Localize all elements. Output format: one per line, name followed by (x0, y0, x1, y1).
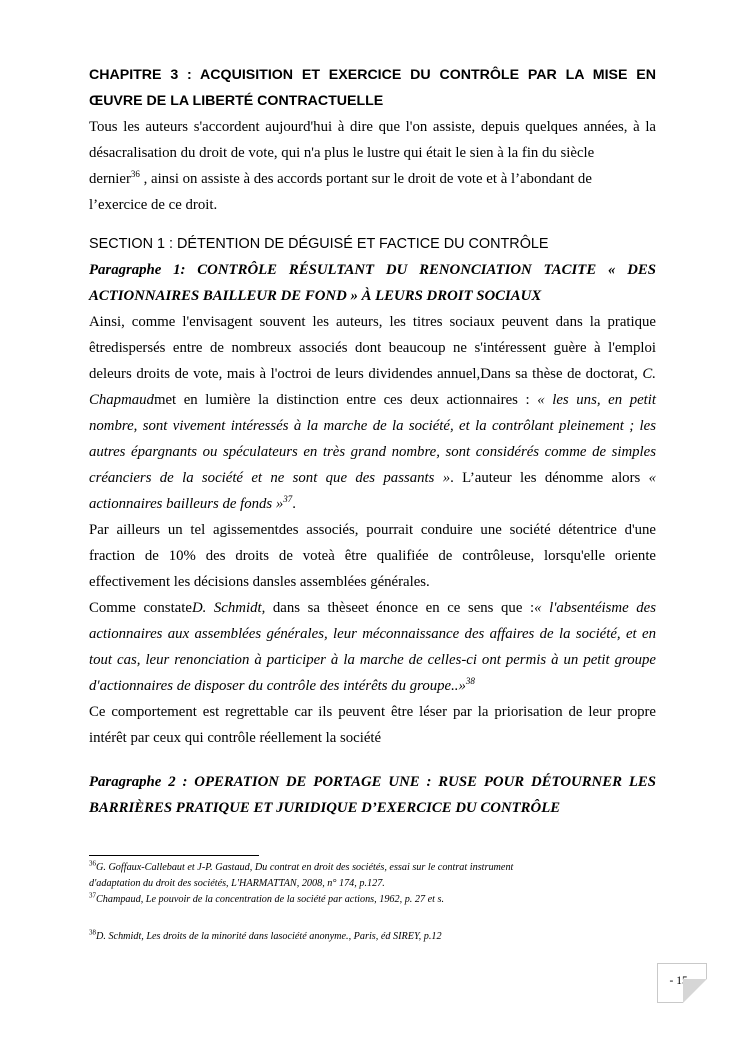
author-name: C. (642, 366, 656, 382)
body-paragraph-3 (89, 595, 656, 699)
page-number: - 15 - (669, 975, 695, 987)
quote-run: autres épargnants ou spéculateurs en très grand nombre, sont considérés comme de simples (89, 444, 656, 460)
text-line: l’exercice de ce droit. (89, 197, 218, 213)
author-name: Chapmaud (89, 392, 154, 408)
text-line: Par ailleurs un tel agissementdes associés, pourrait conduire une société détentrice d'une (89, 522, 656, 538)
text-run: . L’auteur les dénomme alors (450, 470, 649, 486)
text-line (89, 673, 656, 699)
text-line: fraction de 10% des droits de voteà être qualifiée de contrôleuse, lorsqu'elle oriente (89, 548, 656, 564)
text-line (89, 413, 656, 439)
footnote-36 (89, 860, 656, 892)
footnote-text: G. Goffaux-Callebaut et J-P. Gastaud, Du contrat en droit des sociétés, essai sur le contrat instrument (96, 862, 514, 873)
text-line (89, 647, 656, 673)
quote-run: tout cas, leur renonciation à participer à la marche de celles-ci ont permis à un petit groupe (89, 652, 656, 668)
text-line (89, 439, 656, 465)
text-line (89, 387, 656, 413)
text-run: met en lumière la distinction entre ces deux actionnaires : (153, 392, 538, 408)
chapter-heading-line-2: ŒUVRE DE LA LIBERTÉ CONTRACTUELLE (89, 93, 384, 109)
text-run: , ainsi on assiste à des accords portant sur le droit de vote et à l’abondant de (139, 171, 592, 187)
text-run: . (292, 496, 296, 512)
footnote-separator (89, 855, 259, 856)
heading-line: ACTIONNAIRES BAILLEUR DE FOND » À LEURS DROIT SOCIAUX (89, 288, 542, 304)
footnote-number: 37 (89, 891, 96, 900)
text-run: dernier (89, 171, 131, 187)
footnote-ref-37[interactable]: 37 (283, 494, 293, 505)
text-line: êtredispersés entre de nombreux associés dont beaucoup ne s'intéressent guère à l'emploi (89, 340, 656, 356)
body-paragraph-4 (89, 699, 656, 751)
heading-line: Paragraphe 1: CONTRÔLE RÉSULTANT DU RENONCIATION TACITE « DES (89, 262, 656, 278)
quote-run: actionnaires aux assemblées générales, leur méconnaissance des affaires de la société, et en (89, 626, 656, 642)
text-line: désacralisation du droit de vote, qui n'a plus le lustre qui était le sien à la fin du siècle (89, 145, 595, 161)
paragraph-1-heading (89, 257, 656, 309)
page-body (89, 62, 656, 821)
quote-run: actionnaires bailleurs de fonds » (89, 496, 284, 512)
footnote-number: 36 (89, 859, 96, 868)
quote-run: « (648, 470, 656, 486)
text-line (89, 361, 656, 387)
chapter-heading (89, 62, 656, 114)
text-line: Ce comportement est regrettable car ils peuvent être léser par la priorisation de leur propre (89, 704, 656, 720)
footnote-37 (89, 892, 656, 908)
footnote-number: 38 (89, 928, 96, 937)
footnote-38 (89, 929, 656, 945)
footnote-ref-38[interactable]: 38 (465, 676, 475, 687)
footnote-text: d'adaptation du droit des sociétés, L'HARMATTAN, 2008, n° 174, p.127. (89, 878, 385, 889)
quote-run: nombre, sont vivement intéressés à la marche de la société, et la contrôlant pleinement ; les (89, 418, 656, 434)
text-run: dans sa thèseet énonce en ce sens que : (265, 600, 535, 616)
spacer (89, 908, 656, 929)
body-paragraph-2 (89, 517, 656, 595)
quote-run: d'actionnaires de disposer du contrôle des intérêts du groupe..» (89, 678, 466, 694)
text-line (89, 166, 656, 192)
text-line (89, 621, 656, 647)
intro-paragraph (89, 114, 656, 218)
text-line: intérêt par ceux qui contrôle réellement la société (89, 730, 382, 746)
quote-run: créanciers de la société et ne sont que des passants » (89, 470, 451, 486)
footnote-text: Champaud, Le pouvoir de la concentration de la société par actions, 1962, p. 27 et s. (96, 894, 445, 905)
text-run: deleurs droits de vote, mais à l'octroi de leurs dividendes annuel,Dans sa thèse de doctorat, (89, 366, 643, 382)
text-line: effectivement les décisions dansles assemblées générales. (89, 574, 430, 590)
heading-line: Paragraphe 2 : OPERATION DE PORTAGE UNE : RUSE POUR DÉTOURNER LES (89, 774, 656, 790)
heading-line: BARRIÈRES PRATIQUE ET JURIDIQUE D’EXERCICE DU CONTRÔLE (89, 800, 561, 816)
section-1-heading: SECTION 1 : DÉTENTION DE DÉGUISÉ ET FACTICE DU CONTRÔLE (89, 236, 549, 252)
page-number-box (657, 963, 707, 1003)
text-line: Tous les auteurs s'accordent aujourd'hui à dire que l'on assiste, depuis quelques années, à la (89, 119, 656, 135)
footnote-ref-36[interactable]: 36 (130, 169, 140, 180)
quote-run: « les uns, en petit (537, 392, 656, 408)
text-line (89, 491, 656, 517)
body-paragraph-1 (89, 309, 656, 517)
text-line (89, 465, 656, 491)
text-line: Ainsi, comme l'envisagent souvent les auteurs, les titres sociaux peuvent dans la pratique (89, 314, 656, 330)
footnote-text: D. Schmidt, Les droits de la minorité dans lasociété anonyme., Paris, éd SIREY, p.12 (96, 931, 442, 942)
paragraph-2-heading (89, 769, 656, 821)
quote-run: « l'absentéisme des (534, 600, 656, 616)
footnotes (89, 855, 656, 945)
chapter-heading-line-1: CHAPITRE 3 : ACQUISITION ET EXERCICE DU CONTRÔLE PAR LA MISE EN (89, 67, 656, 83)
page-curl-icon (683, 979, 707, 1003)
text-run: Comme constate (89, 600, 192, 616)
text-line (89, 595, 656, 621)
author-name: D. Schmidt, (191, 600, 266, 616)
spacer (89, 751, 656, 769)
